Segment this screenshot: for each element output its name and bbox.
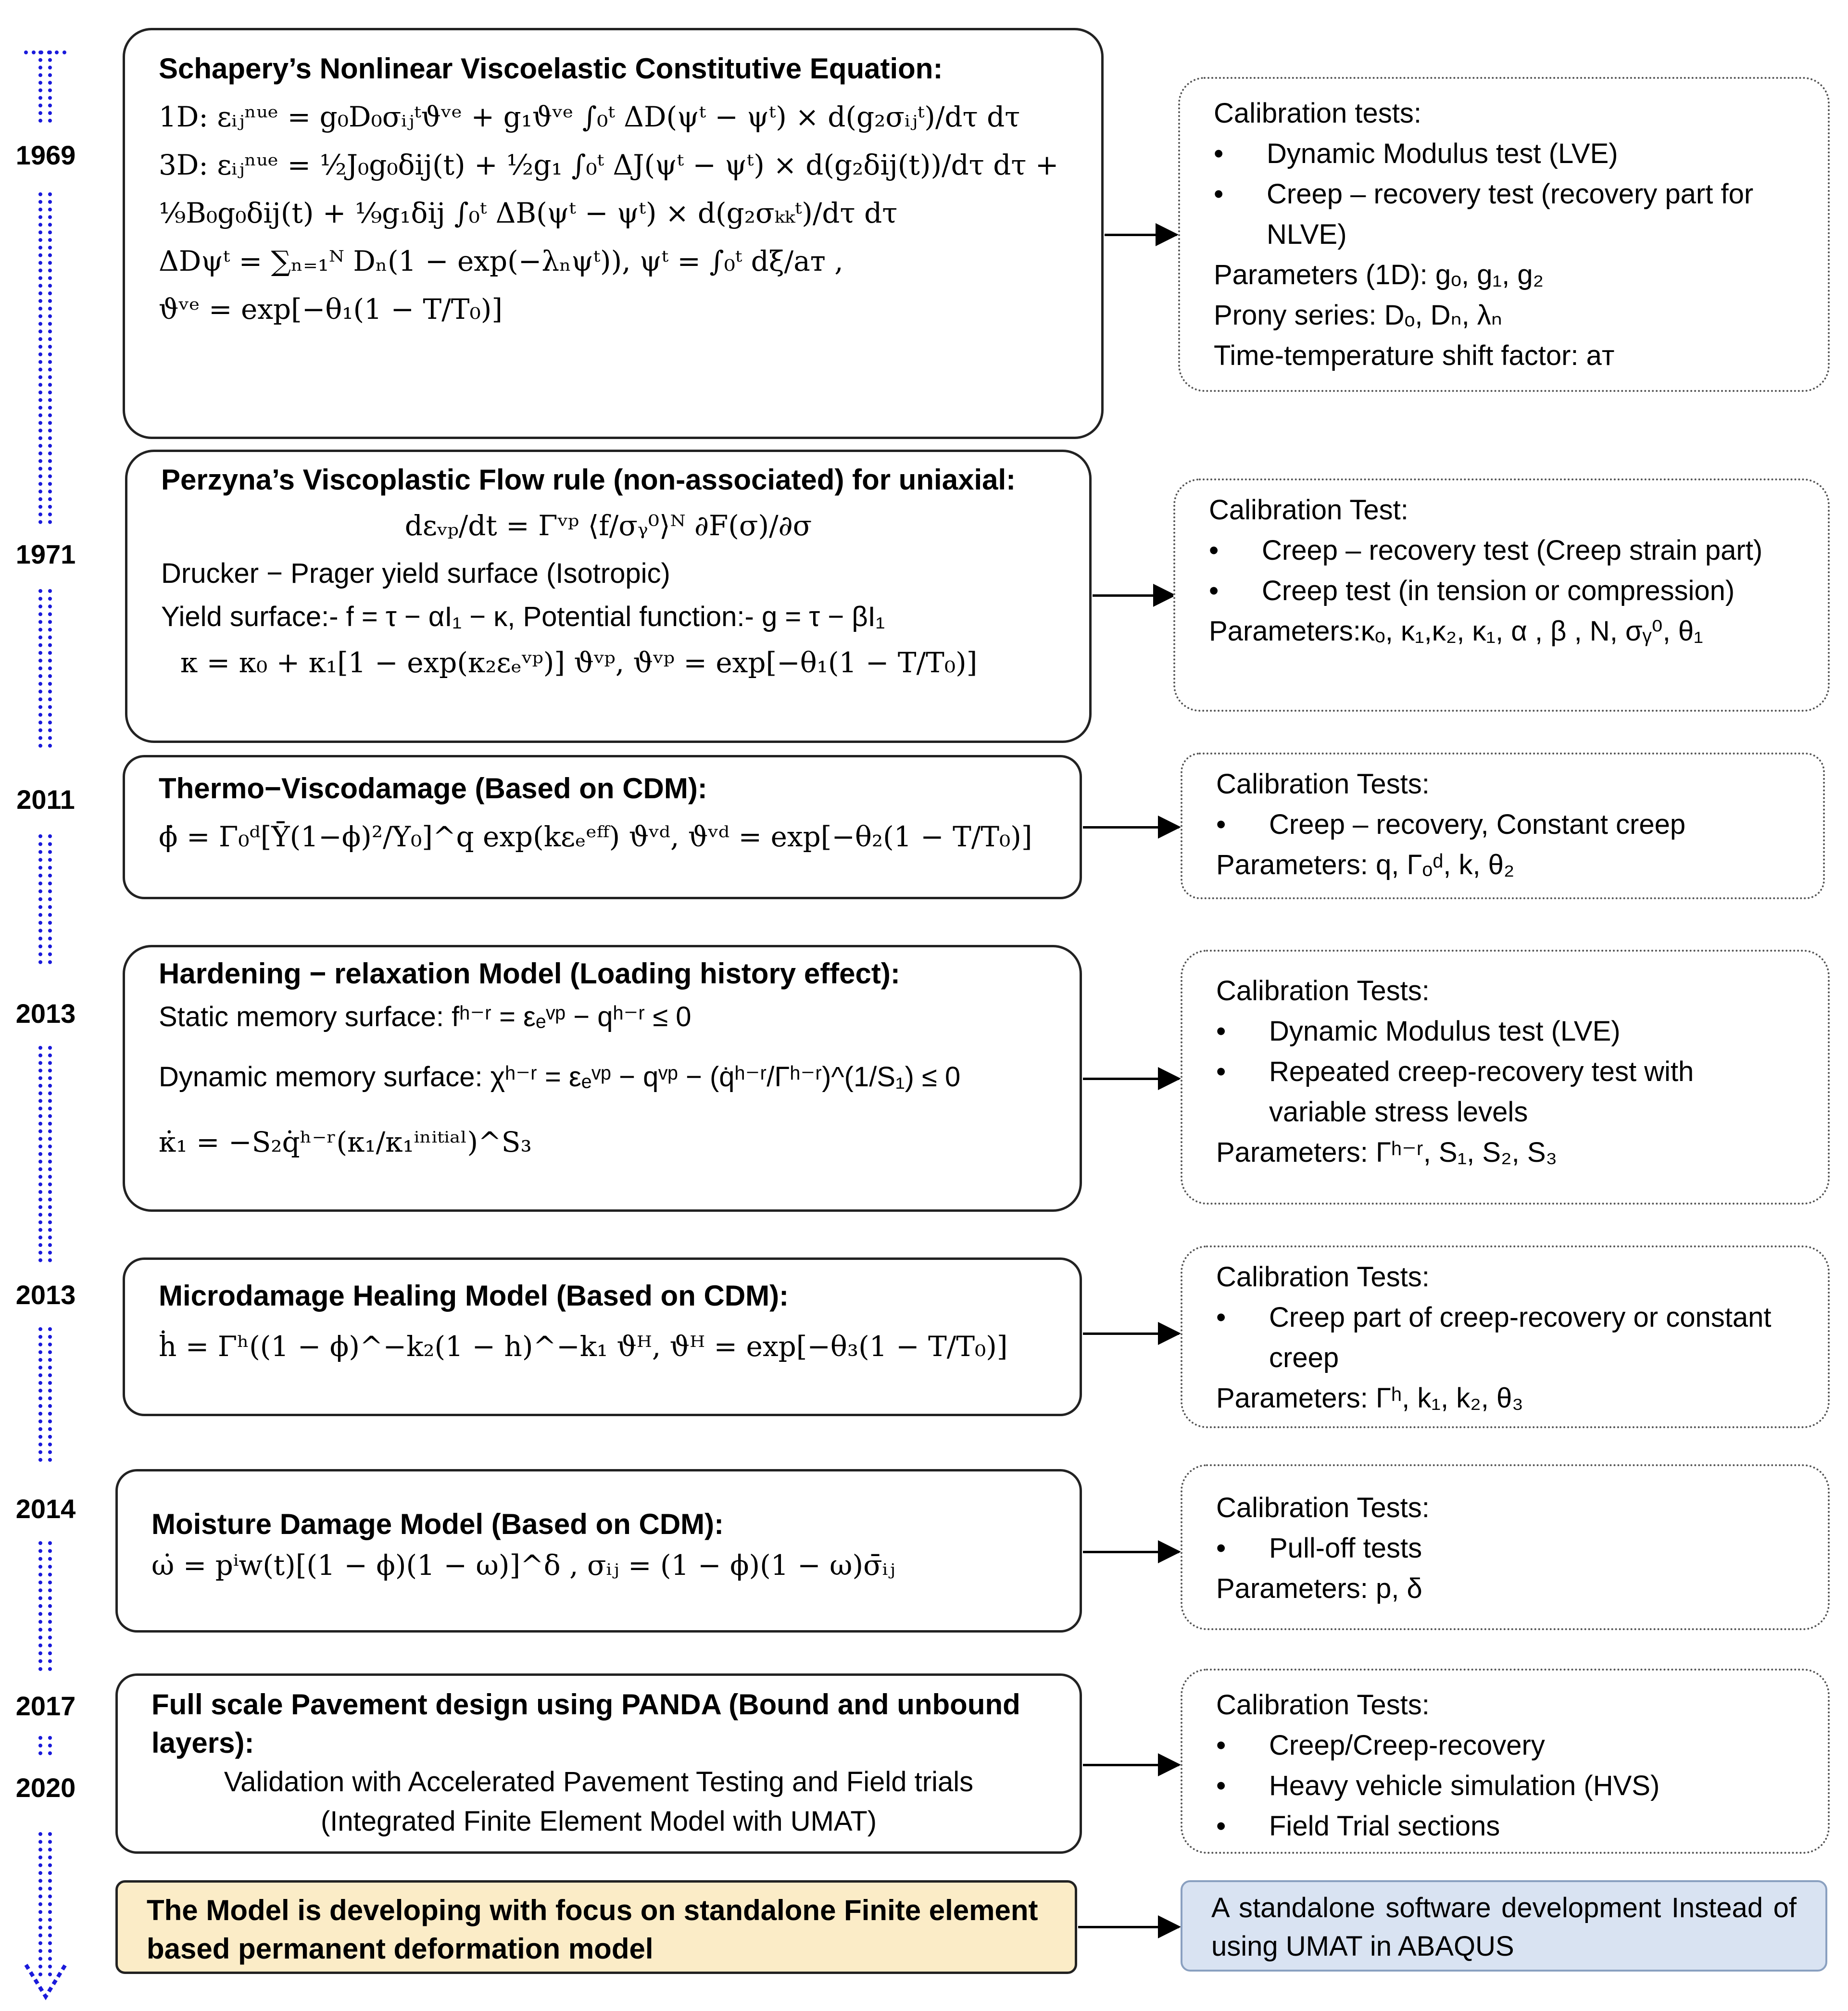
calibration-bullet: • Heavy vehicle simulation (HVS) [1216, 1770, 1660, 1801]
calibration-heading: Calibration Tests: [1216, 1689, 1430, 1721]
calibration-box-hardening-relaxation [1181, 950, 1830, 1205]
calibration-bullet: • Repeated creep-recovery test with variable stress levels [1216, 1056, 1694, 1128]
year-label: 2014 [15, 1494, 76, 1524]
model-text: Dynamic memory surface: χʰ⁻ʳ = εₑᵛᵖ − qᵛᵖ − (q̇ʰ⁻ʳ/Γʰ⁻ʳ)^(1/S₁) ≤ 0 [159, 1061, 961, 1093]
calibration-heading: A standalone software development Instead of using UMAT in ABAQUS [1211, 1892, 1797, 1962]
model-text: Drucker − Prager yield surface (Isotropic) [161, 558, 670, 589]
model-box-panda-pavement [115, 1673, 1082, 1854]
model-title: Moisture Damage Model (Based on CDM): [151, 1508, 724, 1540]
year-label: 2013 [15, 998, 76, 1029]
year-label: 1971 [15, 539, 76, 569]
model-text: Static memory surface: fʰ⁻ʳ = εₑᵛᵖ − qʰ⁻ʳ ≤ 0 [159, 1001, 691, 1032]
timeline-segment [38, 1736, 52, 1755]
model-title: The Model is developing with focus on standalone Finite element based permanent deformation model [147, 1894, 1038, 1965]
calibration-params: Parameters (1D): gₒ, g₁, g₂ [1214, 259, 1544, 290]
model-text: Validation with Accelerated Pavement Testing and Field trials [224, 1766, 974, 1797]
model-title: Thermo−Viscodamage (Based on CDM): [159, 772, 707, 804]
calibration-heading: Calibration Tests: [1216, 1492, 1430, 1523]
equation-line: 3D: εᵢⱼⁿᵘᵉ = ½J₀g₀δij(t) + ½g₁ ∫₀ᵗ ΔJ(ψᵗ − ψᵗ) × d(g₂δij(t))/dτ dτ + [159, 149, 1059, 181]
calibration-box-panda-pavement [1181, 1669, 1830, 1854]
year-label: 2013 [15, 1280, 76, 1310]
calibration-params: Parameters:κₒ, κ₁,κ₂, κ₁, α , β , N, σᵧ⁰, θ₁ [1209, 616, 1703, 647]
year-label: 2011 [16, 784, 75, 815]
calibration-bullet: • Creep test (in tension or compression) [1209, 575, 1735, 606]
calibration-params: Parameters: p, δ [1216, 1573, 1422, 1604]
equation-line: dεᵥₚ/dt = Γᵛᵖ ⟨f/σᵧ⁰⟩ᴺ ∂F(σ)/∂σ [404, 509, 812, 542]
model-box-schapery [123, 28, 1104, 439]
calibration-box-schapery [1178, 77, 1830, 392]
calibration-box-perzyna [1173, 478, 1830, 712]
equation-line: κ = κ₀ + κ₁[1 − exp(κ₂εₑᵛᵖ)] ϑᵛᵖ, ϑᵛᵖ = exp[−θ₁(1 − T/T₀)] [180, 646, 978, 679]
equation-line: ϕ̇ = Γ₀ᵈ[Ȳ(1−ϕ)²/Y₀]^q exp(kεₑᵉᶠᶠ) ϑᵛᵈ, ϑᵛᵈ = exp[−θ₂(1 − T/T₀)] [159, 820, 1032, 853]
equation-line: 1D: εᵢⱼⁿᵘᵉ = g₀D₀σᵢⱼᵗϑᵛᵉ + g₁ϑᵛᵉ ∫₀ᵗ ΔD(ψᵗ − ψᵗ) × d(g₂σᵢⱼᵗ)/dτ dτ [159, 101, 1020, 133]
equation-line: ϑᵛᵉ = exp[−θ₁(1 − T/T₀)] [159, 293, 503, 326]
model-text: Yield surface:- f = τ − αI₁ − κ, Potential function:- g = τ − βI₁ [161, 601, 885, 632]
calibration-heading: Calibration Tests: [1216, 975, 1430, 1006]
year-label: 2020 [15, 1772, 76, 1803]
connector-arrow [1083, 1332, 1179, 1335]
connector-arrow [1105, 234, 1177, 236]
timeline-segment [38, 50, 52, 123]
calibration-box-standalone-software [1181, 1880, 1827, 1972]
equation-line: κ̇₁ = −S₂q̇ʰ⁻ʳ(κ₁/κ₁ⁱⁿⁱᵗⁱᵃˡ)^S₃ [159, 1126, 532, 1158]
model-title: Perzyna’s Viscoplastic Flow rule (non-associated) for uniaxial: [161, 464, 1016, 496]
calibration-bullet: • Creep/Creep-recovery [1216, 1730, 1545, 1761]
model-box-microdamage-healing [123, 1257, 1082, 1416]
calibration-box-viscodamage [1181, 753, 1825, 899]
model-box-standalone-fe [115, 1880, 1077, 1974]
timeline-segment [38, 1046, 52, 1262]
calibration-params: Time-temperature shift factor: aᴛ [1214, 340, 1615, 371]
calibration-bullet: • Dynamic Modulus test (LVE) [1216, 1016, 1621, 1047]
equation-line: ΔDψᵗ = ∑ₙ₌₁ᴺ Dₙ(1 − exp(−λₙψᵗ)), ψᵗ = ∫₀ᵗ dξ/aᴛ , [159, 245, 843, 277]
calibration-heading: Calibration Test: [1209, 494, 1408, 526]
connector-arrow [1083, 1078, 1179, 1080]
equation-line: ⅑B₀g₀δij(t) + ⅑g₁δij ∫₀ᵗ ΔB(ψᵗ − ψᵗ) × d(g₂σₖₖᵗ)/dτ dτ [159, 197, 898, 229]
model-box-hardening-relaxation [123, 945, 1082, 1212]
connector-arrow [1093, 594, 1174, 597]
connector-arrow [1078, 1926, 1179, 1928]
connector-arrow [1083, 1551, 1179, 1553]
calibration-params: Parameters: Γʰ⁻ʳ, S₁, S₂, S₃ [1216, 1137, 1558, 1168]
model-title: Full scale Pavement design using PANDA (Bound and unbound layers): [151, 1688, 1020, 1759]
timeline-segment [38, 1541, 52, 1671]
timeline-segment [38, 1327, 52, 1462]
calibration-heading: Calibration Tests: [1216, 1261, 1430, 1293]
connector-arrow [1083, 826, 1179, 829]
calibration-heading: Calibration Tests: [1216, 768, 1430, 800]
calibration-bullet: • Creep – recovery test (recovery part for NLVE) [1214, 178, 1754, 250]
calibration-bullet: • Creep part of creep-recovery or constant creep [1216, 1302, 1772, 1373]
model-title: Schapery’s Nonlinear Viscoelastic Constitutive Equation: [159, 52, 943, 85]
calibration-params: Parameters: Γʰ, k₁, k₂, θ₃ [1216, 1383, 1523, 1414]
calibration-bullet: • Creep – recovery test (Creep strain part) [1209, 535, 1763, 566]
calibration-params: Prony series: Dₒ, Dₙ, λₙ [1214, 300, 1502, 331]
model-title: Hardening − relaxation Model (Loading history effect): [159, 957, 900, 990]
timeline-segment [38, 589, 52, 748]
timeline-arrowhead-icon [24, 1962, 67, 2000]
calibration-box-microdamage-healing [1181, 1245, 1830, 1428]
model-text: (Integrated Finite Element Model with UMAT) [320, 1806, 877, 1837]
calibration-heading: Calibration tests: [1214, 98, 1421, 129]
equation-line: ω̇ = pⁱw(t)[(1 − ϕ)(1 − ω)]^δ , σᵢⱼ = (1 − ϕ)(1 − ω)σ̄ᵢⱼ [151, 1549, 895, 1582]
connector-arrow [1083, 1764, 1179, 1766]
calibration-bullet: • Field Trial sections [1216, 1810, 1500, 1842]
calibration-box-moisture-damage [1181, 1464, 1830, 1630]
timeline-segment [38, 834, 52, 964]
year-label: 2017 [15, 1691, 76, 1721]
model-box-moisture-damage [115, 1469, 1082, 1633]
model-box-perzyna [125, 450, 1092, 743]
timeline-segment [38, 192, 52, 524]
calibration-params: Parameters: q, Γₒᵈ, k, θ₂ [1216, 849, 1515, 880]
model-box-viscodamage [123, 755, 1082, 899]
model-title: Microdamage Healing Model (Based on CDM): [159, 1280, 789, 1312]
year-label: 1969 [15, 140, 76, 170]
calibration-bullet: • Creep – recovery, Constant creep [1216, 809, 1686, 840]
timeline-segment [38, 1832, 52, 1976]
equation-line: ḣ = Γʰ((1 − ϕ)^−k₂(1 − h)^−k₁ ϑᴴ, ϑᴴ = exp[−θ₃(1 − T/T₀)] [159, 1330, 1008, 1363]
calibration-bullet: • Dynamic Modulus test (LVE) [1214, 138, 1618, 169]
calibration-bullet: • Pull-off tests [1216, 1533, 1422, 1564]
